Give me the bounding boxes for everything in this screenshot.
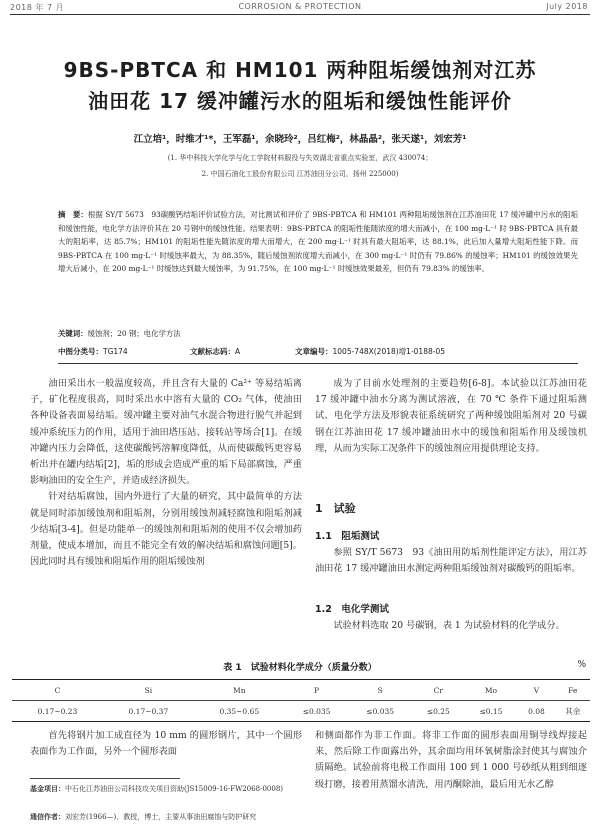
specimen-prep-continued: 和侧面都作为非工作面。将非工作面的圆形表面用铜导线焊接起来，然后除工作面露出外，其余面均用环氧树脂涂封使其与腐蚀介质隔绝。试验前将电极工作面用 100 到 1 000 号砂纸从粗到细逐级打磨，接着用蒸馏水清洗，用丙酮除油，最后用无水乙醇 [315, 730, 587, 790]
running-header-month: July 2018 [546, 2, 588, 11]
footnote-funding [30, 782, 302, 796]
affiliation-line2: 2. 中国石油化工股份有限公司 江苏油田分公司，扬州 225000) [201, 170, 399, 178]
footnote-author [30, 810, 302, 824]
table-cell: 其余 [565, 706, 581, 716]
article-number [295, 346, 445, 357]
table-header-cell: V [533, 685, 540, 695]
keywords-text: 缓蚀剂；20 钢；电化学方法 [87, 329, 181, 338]
clc-label: 中图分类号： [58, 347, 103, 356]
paper-title-line2: 油田花 17 缓冲罐污水的阻垢和缓蚀性能评价 [88, 89, 512, 113]
table-cell: 0.17~0.37 [128, 706, 169, 716]
table-header-cell: Mo [484, 685, 498, 695]
table-header-cell: Cr [433, 685, 443, 695]
doc-code-value: A [235, 347, 241, 356]
table-header-cell: C [54, 685, 61, 695]
paper-title-line1: 9BS-PBTCA 和 HM101 两种阻垢缓蚀剂对江苏 [63, 58, 537, 82]
table-cell: 0.35~0.65 [219, 706, 260, 716]
table-cell: ≤0.15 [479, 706, 503, 716]
table-cell: ≤0.035 [302, 706, 331, 716]
table-cell: ≤0.25 [426, 706, 450, 716]
footnote-rule [30, 778, 180, 779]
table-header-cell: Fe [568, 685, 578, 695]
subsection-heading-scale-test: 1.1 阻垢测试 [315, 531, 380, 542]
funding-label: 基金项目： [30, 784, 65, 793]
table-caption: 表 1 试验材料化学成分（质量分数） [223, 663, 377, 673]
clc-number [58, 346, 128, 357]
clc-value: TG174 [103, 347, 128, 356]
abstract-rule [58, 363, 578, 364]
running-header-journal: CORROSION & PROTECTION [238, 2, 362, 11]
left-column [30, 376, 302, 570]
specimen-prep-paragraph: 首先将钢片加工成直径为 10 mm 的圆形钢片，其中一个圆形表面作为工作面，另外一个圆形表面 [30, 730, 302, 758]
intro-paragraph-3: 成为了目前水处理剂的主要趋势[6-8]。本试验以江苏油田花 17 缓冲罐中油水分离为测试溶液，在 70 ℃ 条件下通过阻垢测试、电化学方法及形貌表征系统研究了两种缓蚀阻垢剂对 20 号碳钢在江苏油田花 17 缓冲罐油田水中的缓蚀和阻垢作用及缓蚀机理，从而为实际工况条件下的缓蚀剂应用提供理论支持。 [315, 378, 587, 454]
table-header-cell: Si [144, 685, 153, 695]
corresponding-author-label: 通信作者： [30, 812, 65, 821]
abstract-label: 摘 要： [58, 210, 88, 219]
right-column [315, 376, 587, 457]
running-header-date: 2018 年 7 月 [10, 3, 65, 12]
document-code [190, 346, 240, 357]
table-cell: 0.17~0.23 [37, 706, 78, 716]
corresponding-author-text: 刘宏芳(1966—)，教授，博士，主要从事油田腐蚀与防护研究 [65, 813, 257, 821]
abstract [58, 208, 578, 276]
affiliation-line1: (1. 华中科技大学化学与化工学院材料服役与失效湖北省重点实验室，武汉 430074； [167, 154, 433, 162]
table-cell: ≤0.035 [366, 706, 395, 716]
table-header-cell: S [377, 685, 383, 695]
electrochem-paragraph: 试验材料选取 20 号碳钢，表 1 为试验材料的化学成分。 [333, 620, 565, 631]
section-heading-experiment: 1 试验 [315, 502, 356, 515]
scale-test-paragraph: 参照 SY/T 5673 93《油田用防垢剂性能评定方法》，用江苏油田花 17 缓冲罐油田水测定两种阻垢缓蚀剂对碳酸钙的阻垢率。 [315, 547, 587, 575]
abstract-text: 根据 SY/T 5673 93碳酸钙结垢评价试验方法，对比测试和评价了 9BS-PBTCA 和 HM101 两种阻垢缓蚀剂在江苏油田花 17 缓冲罐中污水的阻垢和缓蚀性能，电化学方法评价其在 20 号钢中的缓蚀性能。结果表明：9BS-PBTCA 的阻垢性能随浓度的增大而减小，在 100 mg·L⁻¹ 时 9BS-PBTCA 具有最大的阻垢率，达 85.7%；HM101 的阻垢性能先随浓度的增大而增大，在 200 mg·L⁻¹ 时具有最大阻垢率，达 88.1%，此后加入量增大阻垢性能下降。而 9BS-PBTCA 在 100 mg·L⁻¹ 时缓蚀率最大，为 88.35%，随后缓蚀剂浓度增大而减小，在 300 mg·L⁻¹ 时仍有 79.86% 的缓蚀率；HM101 的缓蚀效果先增大后减小，在 200 mg·L⁻¹ 时缓蚀达到最大缓蚀率，为 91.75%，在 100 mg·L⁻¹ 时缓蚀效果最差，但仍有 79.83% 的缓蚀率。 [58, 210, 578, 273]
scale-test-text [315, 545, 587, 577]
table-unit: % [577, 660, 586, 670]
keywords [58, 327, 578, 341]
composition-table [12, 679, 590, 722]
bottom-right-text [315, 728, 587, 793]
article-number-value: 1005-748X(2018)增1-0188-05 [332, 347, 445, 356]
subsection-heading-electrochem: 1.2 电化学测试 [315, 604, 389, 615]
intro-paragraph-2: 针对结垢腐蚀，国内外进行了大量的研究，其中最简单的方法就是同时添加缓蚀剂和阻垢剂，分别用缓蚀剂减轻腐蚀和阻垢剂减少结垢[3-4]。但是功能单一的缓蚀剂和阻垢剂的使用不仅会增加药剂量，使成本增加，而且不能完全有效的解决结垢和腐蚀问题[5]。因此同时具有缓蚀和阻垢作用的阻垢缓蚀剂 [30, 491, 302, 568]
funding-text: 中石化江苏油田公司科技攻关项目资助(JS15009-16-FW2068-0008) [65, 785, 284, 793]
table-row [12, 701, 590, 722]
table-header-cell: P [314, 685, 320, 695]
bottom-left-text [30, 728, 302, 760]
author-list: 江立培¹，时维才¹*，王军磊¹，余晓玲²，吕红梅²，林晶晶²，张天遂¹，刘宏芳¹ [133, 134, 467, 145]
keywords-label: 关键词： [58, 329, 88, 338]
electrochem-text [315, 618, 587, 634]
doc-code-label: 文献标志码： [190, 347, 235, 356]
table-header-row [12, 680, 590, 701]
article-number-label: 文章编号： [295, 347, 333, 356]
intro-paragraph-1: 油田采出水一般温度较高，并且含有大量的 Ca²⁺ 等易结垢离子，矿化程度很高，同时采出水中溶有大量的 CO₂ 气体，使油田各种设备表面易结垢。缓冲罐主要对油气水混合物进行脱气并起到缓冲系统压力的作用，适用于油田塔压站、接转站等场合[1]。在缓冲罐内压力会降低，这使碳酸钙溶解度降低，从而使碳酸钙更容易析出并在罐内结垢[2]，垢的形成会造成严重的垢下局部腐蚀，严重影响油田的安全生产，并造成经济损失。 [30, 378, 302, 487]
header-rule [10, 14, 590, 15]
table-header-cell: Mn [233, 685, 246, 695]
table-cell: 0.08 [528, 706, 545, 716]
